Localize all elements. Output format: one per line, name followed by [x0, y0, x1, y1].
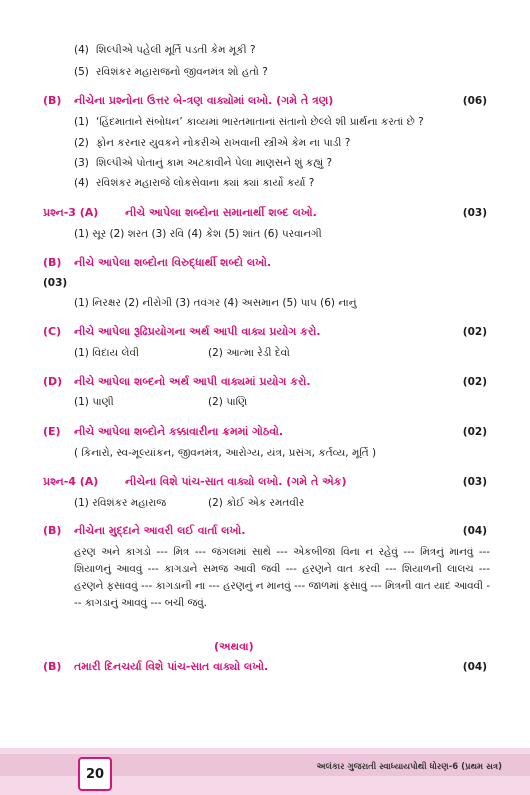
- question-item: (1) પાણી: [74, 396, 114, 408]
- question-item: (2) આત્મા રેડી દેવો: [208, 347, 290, 359]
- question-marks: (04): [462, 661, 487, 673]
- question-item: (2) ફોન કરનાર યુવકને નોકરીએ રાખવાની સ્ત્રીએ કેમ ના પાડી ?: [74, 137, 351, 149]
- page-number: 20: [78, 757, 112, 791]
- question-title: નીચેના પ્રશ્નોના ઉત્તર બે-ત્રણ વાક્યોમાં લખો. (ગમે તે ત્રણ): [74, 94, 334, 107]
- question-marks: (04): [462, 525, 487, 537]
- question-marks: (03): [462, 476, 487, 488]
- question-title: નીચેના વિશે પાંચ-સાત વાક્યો લખો. (ગમે તે એક): [125, 475, 347, 488]
- question-label: (B): [43, 256, 62, 269]
- prev-item-4: (4) શિલ્પીએ પહેલી મૂર્તિ પડતી કેમ મૂકી ?: [74, 44, 256, 56]
- question-label: પ્રશ્ન-3 (A): [43, 206, 99, 219]
- question-label: (B): [43, 524, 62, 537]
- question-item: ( કિનારો, સ્વ-મૂલ્યાંકન, જીવનમંત્ર, આરોગ્ય, યંત્ર, પ્રસંગ, કર્તવ્ય, મૂર્તિ ): [74, 447, 377, 459]
- question-title: નીચેના મુદ્દાને આવરી લઈ વાર્તા લખો.: [74, 524, 246, 537]
- question-item: (1) રવિશંકર મહારાજ: [74, 497, 167, 509]
- question-label: (D): [43, 375, 63, 388]
- question-label: (B): [43, 660, 62, 673]
- question-marks: (02): [462, 326, 487, 338]
- question-title: નીચે આપેલા શબ્દોના સમાનાર્થી શબ્દ લખો.: [125, 206, 317, 219]
- question-marks: (02): [462, 376, 487, 388]
- question-item: (1) વિદાય લેવી: [74, 347, 139, 359]
- question-marks: (03): [43, 277, 68, 289]
- question-item: (3) શિલ્પીએ પોતાનું કામ અટકાવીને પેલા માણસને શું કહ્યું ?: [74, 157, 333, 169]
- question-item: (1) ‘હિંદમાતાને સંબોધન’ કાવ્યમાં ભારતમાતાનાં સંતાનો છેલ્લે શી પ્રાર્થના કરતાં છે ?: [74, 116, 424, 128]
- question-title: નીચે આપેલા શબ્દોના વિરુદ્ધાર્થી શબ્દો લખો.: [74, 256, 272, 269]
- or-divider: (અથવા): [214, 640, 254, 653]
- story-points-paragraph: હરણ અને કાગડો --- મિત્ર --- જંગલમાં સાથે --- એકબીજા વિના ન રહેવું --- મિત્રનું માનવું --- શિયાળનું આવવું --- કાગડાને સમજ આવી જવી --- હરણને વાત કરવી --- શિયાળની લાલચ --- હરણને ફસાવવું --- કાગડાની ના --- હરણનું ન માનવું --- જાળમાં ફસાવું --- મિત્રની વાત યાદ આવવી --- કાગડાનું આવવું --- બચી જવું.: [74, 546, 490, 609]
- question-label: (B): [43, 94, 62, 107]
- question-item: (2) કોઈ એક રમતવીર: [208, 497, 305, 509]
- question-label: પ્રશ્ન-4 (A): [43, 475, 99, 488]
- question-item: (2) પાણિ: [208, 396, 248, 408]
- question-item: (1) નિરક્ષર (2) નીરોગી (3) તવંગર (4) અસમાન (5) પાપ (6) નાનું: [74, 297, 357, 309]
- question-item: (4) રવિશંકર મહારાજે લોકસેવાના ક્યાં ક્યાં કાર્યો કર્યા ?: [74, 177, 315, 189]
- question-marks: (03): [462, 207, 487, 219]
- question-marks: (02): [462, 426, 487, 438]
- question-label: (E): [43, 425, 61, 438]
- question-title: નીચે આપેલા શબ્દનો અર્થ આપી વાક્યમાં પ્રયોગ કરો.: [74, 375, 311, 388]
- question-label: (C): [43, 325, 62, 338]
- question-title: નીચે આપેલા રૂઢિપ્રયોગના અર્થ આપી વાક્ય પ્રયોગ કરો.: [74, 325, 321, 338]
- book-title: અલંકાર ગુજરાતી સ્વાધ્યાયપોથી ધોરણ-6 (પ્રથમ સત્ર): [316, 762, 502, 772]
- question-title: નીચે આપેલા શબ્દોને કક્કાવારીના ક્રમમાં ગોઠવો.: [74, 425, 284, 438]
- question-item: (1) સૂર (2) શરત (3) રવિ (4) કેશ (5) શાંત (6) પરવાનગી: [74, 228, 322, 240]
- question-title: તમારી દિનચર્યા વિશે પાંચ-સાત વાક્યો લખો.: [74, 660, 269, 673]
- prev-item-5: (5) રવિશંકર મહારાજનો જીવનમંત્ર શો હતો ?: [74, 66, 268, 78]
- question-marks: (06): [462, 95, 487, 107]
